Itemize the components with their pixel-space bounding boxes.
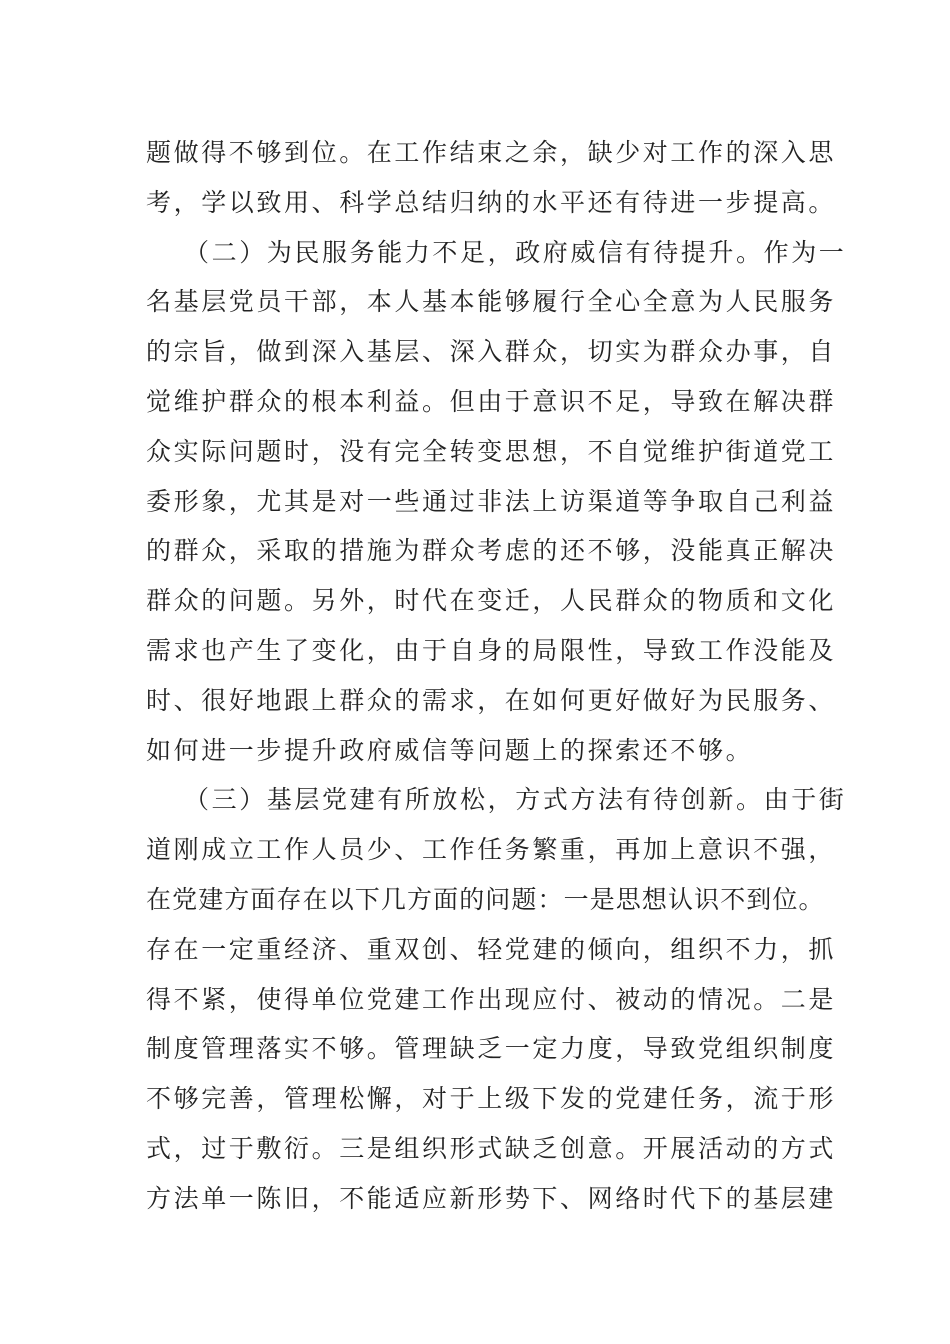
text-line: 需求也产生了变化，由于自身的局限性，导致工作没能及 — [146, 635, 837, 665]
text-line: 名基层党员干部，本人基本能够履行全心全意为人民服务 — [146, 287, 837, 317]
text-line: 题做得不够到位。在工作结束之余，缺少对工作的深入思 — [146, 138, 837, 167]
text-line: 考，学以致用、科学总结归纳的水平还有待进一步提高。 — [146, 187, 837, 217]
paragraph-start-line: （二）为民服务能力不足，政府威信有待提升。作为一 — [184, 237, 847, 267]
text-line: 方法单一陈旧，不能适应新形势下、网络时代下的基层建 — [146, 1183, 837, 1213]
text-line: 群众的问题。另外，时代在变迁，人民群众的物质和文化 — [146, 586, 837, 616]
text-line: 不够完善，管理松懈，对于上级下发的党建任务，流于形 — [146, 1084, 837, 1114]
text-line: 在党建方面存在以下几方面的问题：一是思想认识不到位。 — [146, 884, 825, 914]
text-line: 道刚成立工作人员少、工作任务繁重，再加上意识不强， — [146, 835, 837, 865]
text-line: 时、很好地跟上群众的需求，在如何更好做好为民服务、 — [146, 685, 837, 715]
text-line: 存在一定重经济、重双创、轻党建的倾向，组织不力，抓 — [146, 934, 837, 964]
text-line: 委形象，尤其是对一些通过非法上访渠道等争取自己利益 — [146, 486, 837, 516]
text-line: 如何进一步提升政府威信等问题上的探索还不够。 — [146, 735, 754, 765]
text-line: 式，过于敷衍。三是组织形式缺乏创意。开展活动的方式 — [146, 1133, 837, 1163]
text-line: 制度管理落实不够。管理缺乏一定力度，导致党组织制度 — [146, 1034, 837, 1064]
text-line: 得不紧，使得单位党建工作出现应付、被动的情况。二是 — [146, 984, 837, 1014]
text-line: 众实际问题时，没有完全转变思想，不自觉维护街道党工 — [146, 436, 837, 466]
text-line: 的群众，采取的措施为群众考虑的还不够，没能真正解决 — [146, 536, 837, 566]
document-body — [146, 128, 847, 1224]
text-line: 觉维护群众的根本利益。但由于意识不足，导致在解决群 — [146, 386, 837, 416]
paragraph-start-line: （三）基层党建有所放松，方式方法有待创新。由于街 — [184, 785, 847, 815]
text-line: 的宗旨，做到深入基层、深入群众，切实为群众办事，自 — [146, 337, 837, 367]
